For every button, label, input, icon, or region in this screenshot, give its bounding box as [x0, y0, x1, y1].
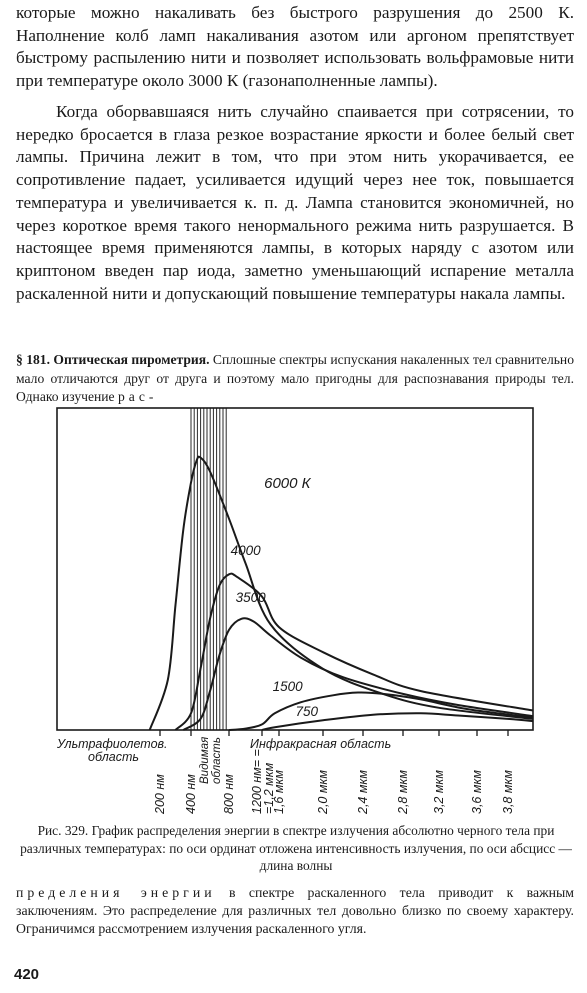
x-tick-label: 800 нм — [222, 774, 236, 814]
x-tick-label: 2,8 мкм — [396, 770, 410, 814]
x-tick-label: 2,0 мкм — [316, 770, 330, 814]
x-tick-label: 1,6 мкм — [272, 770, 286, 814]
p3-spaced-words: пределения энергии — [16, 885, 216, 900]
x-tick-label: 2,4 мкм — [356, 770, 370, 814]
visible-region-label — [199, 737, 223, 784]
curve-label: 6000 К — [264, 475, 311, 493]
uv-region-label-1: Ультрафиолетов. — [57, 737, 168, 751]
section-body: Сплошные спектры испускания накаленных тел сравнительно мало отличаются друг от друга и поэтому мало пригодны для распознавания природы тел. Однако изучение — [16, 352, 575, 404]
visible-label-line2: область — [211, 737, 223, 784]
section-title: Оптическая пирометрия. — [53, 352, 210, 367]
curve-label: 1500 — [272, 679, 303, 695]
ir-region-label: Инфракрасная область — [250, 737, 392, 751]
x-tick-label: 3,8 мкм — [501, 770, 515, 814]
curve-4000 — [176, 574, 534, 730]
section-number: § 181. — [16, 352, 50, 367]
figure-blackbody-spectrum — [0, 400, 587, 820]
x-tick-label: 3,2 мкм — [432, 770, 446, 814]
curve-label: 4000 — [230, 542, 261, 558]
visible-band — [191, 408, 226, 730]
x-tick-label: 400 нм — [184, 774, 198, 814]
curve-1500 — [229, 692, 533, 730]
visible-label-line1: Видимая — [199, 736, 211, 784]
figure-caption: Рис. 329. График распределения энергии в спектре излучения абсолютно черного тела при различных температурах: по оси ординат отложена интенсивность излучения, по оси абсцисс — длина волны — [20, 823, 572, 873]
x-tick-label: =1,2 мкм — [262, 762, 276, 814]
section-181 — [16, 351, 574, 407]
curve-label: 750 — [295, 704, 319, 720]
paragraph-2: Когда оборвавшаяся нить случайно спаивается при сотрясении, то нередко бросается в глаза резкое возрастание яркости и более белый свет лампы. Причина лежит в том, что при этом нить укорачивается, ее сопротивление падает, усиливается идущий через нее ток, повышается температура и увеличивается к. п. д. Лампа становится экономичней, но через короткое время такого ненормального режима нить разрушается. В настоящее время применяются лампы, в которых наряду с азотом или криптоном введен пар иода, заметно уменьшающий испарение металла раскаленной нити и допускающий повышение температуры накала лампы. — [16, 102, 574, 303]
paragraph-3 — [16, 884, 574, 937]
paragraph-1: которые можно накаливать без быстрого разрушения до 2500 К. Наполнение колб ламп накаливания азотом или аргоном препятствует быстрому распылению нити и позволяет использовать вольфрамовые нити при температуре около 3000 К (газонаполненные лампы). — [16, 3, 574, 91]
x-tick-label: 3,6 мкм — [470, 770, 484, 814]
uv-region-label-2: область — [88, 750, 139, 764]
p3-body: в спектре раскаленного тела приводит к важным заключениям. Это распределение для различных тел довольно близко по своему характеру. Ограничимся рассмотрением излучения раскаленного угля. — [16, 885, 575, 936]
page-number: 420 — [14, 966, 40, 983]
x-tick-label: 1200 нм= = — [250, 749, 264, 814]
section-spaced-word: рас- — [117, 389, 158, 404]
x-tick-label: 200 нм — [153, 774, 167, 814]
curve-label: 3500 — [235, 590, 266, 606]
